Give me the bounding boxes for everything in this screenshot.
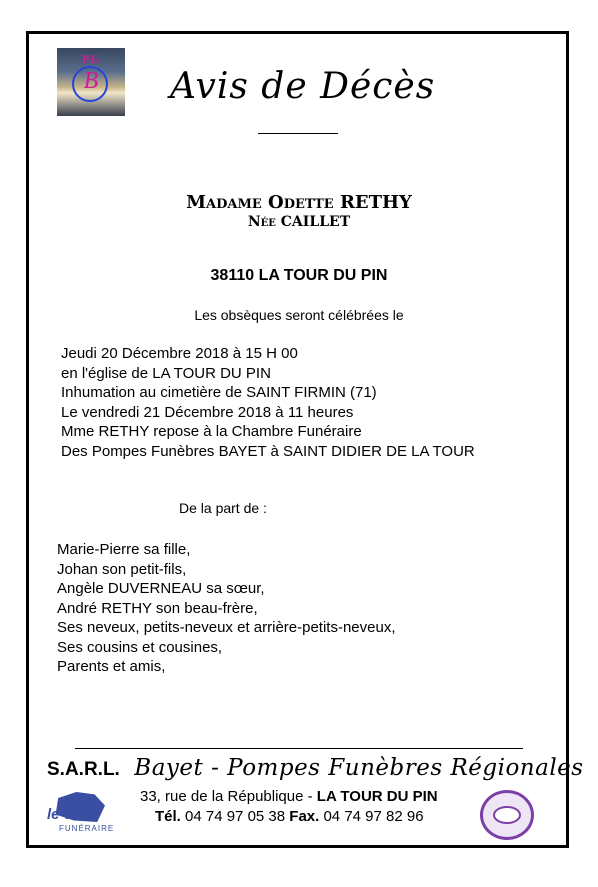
fax-number: 04 74 97 82 96 bbox=[319, 808, 424, 825]
certification-seal-icon bbox=[480, 790, 534, 840]
funeral-detail-line: Le vendredi 21 Décembre 2018 à 11 heures bbox=[61, 403, 354, 421]
funeral-detail-line: Des Pompes Funèbres BAYET à SAINT DIDIER DE LA TOUR bbox=[61, 442, 475, 460]
title-divider bbox=[258, 133, 338, 134]
footer-divider bbox=[75, 748, 523, 749]
family-intro: De la part de : bbox=[179, 500, 267, 516]
company-name: Bayet - Pompes Funèbres Régionales bbox=[134, 755, 584, 781]
fax-label: Fax. bbox=[289, 808, 320, 825]
family-member: Angèle DUVERNEAU sa sœur, bbox=[57, 580, 265, 597]
funeral-detail-line: Jeudi 20 Décembre 2018 à 15 H 00 bbox=[61, 345, 298, 362]
company-prefix: S.A.R.L. bbox=[47, 759, 120, 780]
family-member: Ses neveux, petits-neveux et arrière-petits-neveux, bbox=[57, 619, 396, 636]
company-address bbox=[140, 788, 438, 805]
notice-title: Avis de Décès bbox=[170, 66, 436, 107]
family-member: Marie-Pierre sa fille, bbox=[57, 541, 191, 558]
logo-initials: P.F. bbox=[81, 52, 101, 66]
funeral-detail-line: Mme RETHY repose à la Chambre Funéraire bbox=[61, 423, 362, 440]
le-voeu-text: le voeu bbox=[47, 806, 99, 823]
tel-number: 04 74 97 05 38 bbox=[180, 808, 290, 825]
funeral-home-logo bbox=[57, 48, 125, 116]
logo-letter: B bbox=[83, 68, 99, 94]
funeral-intro: Les obsèques seront célébrées le bbox=[194, 307, 404, 323]
funeral-detail-line: en l'église de LA TOUR DU PIN bbox=[61, 364, 271, 382]
funeral-details bbox=[61, 344, 475, 461]
address-city: LA TOUR DU PIN bbox=[316, 788, 438, 805]
company-phones bbox=[155, 808, 424, 825]
seal-inner-icon bbox=[493, 806, 521, 824]
le-voeu-funeraire-logo bbox=[47, 792, 129, 836]
funeraire-text: FUNÉRAIRE bbox=[59, 824, 115, 833]
deceased-city: 38110 LA TOUR DU PIN bbox=[210, 267, 388, 284]
family-list bbox=[57, 540, 396, 677]
family-member: Johan son petit-fils, bbox=[57, 560, 187, 578]
address-street: 33, rue de la République - bbox=[140, 788, 317, 805]
deceased-name: Madame Odette RETHY bbox=[186, 192, 412, 213]
family-member: André RETHY son beau-frère, bbox=[57, 599, 258, 617]
company-line bbox=[47, 755, 584, 781]
funeral-detail-line: Inhumation au cimetière de SAINT FIRMIN (71) bbox=[61, 384, 377, 401]
family-member: Parents et amis, bbox=[57, 658, 166, 675]
maiden-name: Née CAILLET bbox=[247, 214, 351, 230]
family-member: Ses cousins et cousines, bbox=[57, 638, 223, 656]
tel-label: Tél. bbox=[155, 808, 181, 825]
